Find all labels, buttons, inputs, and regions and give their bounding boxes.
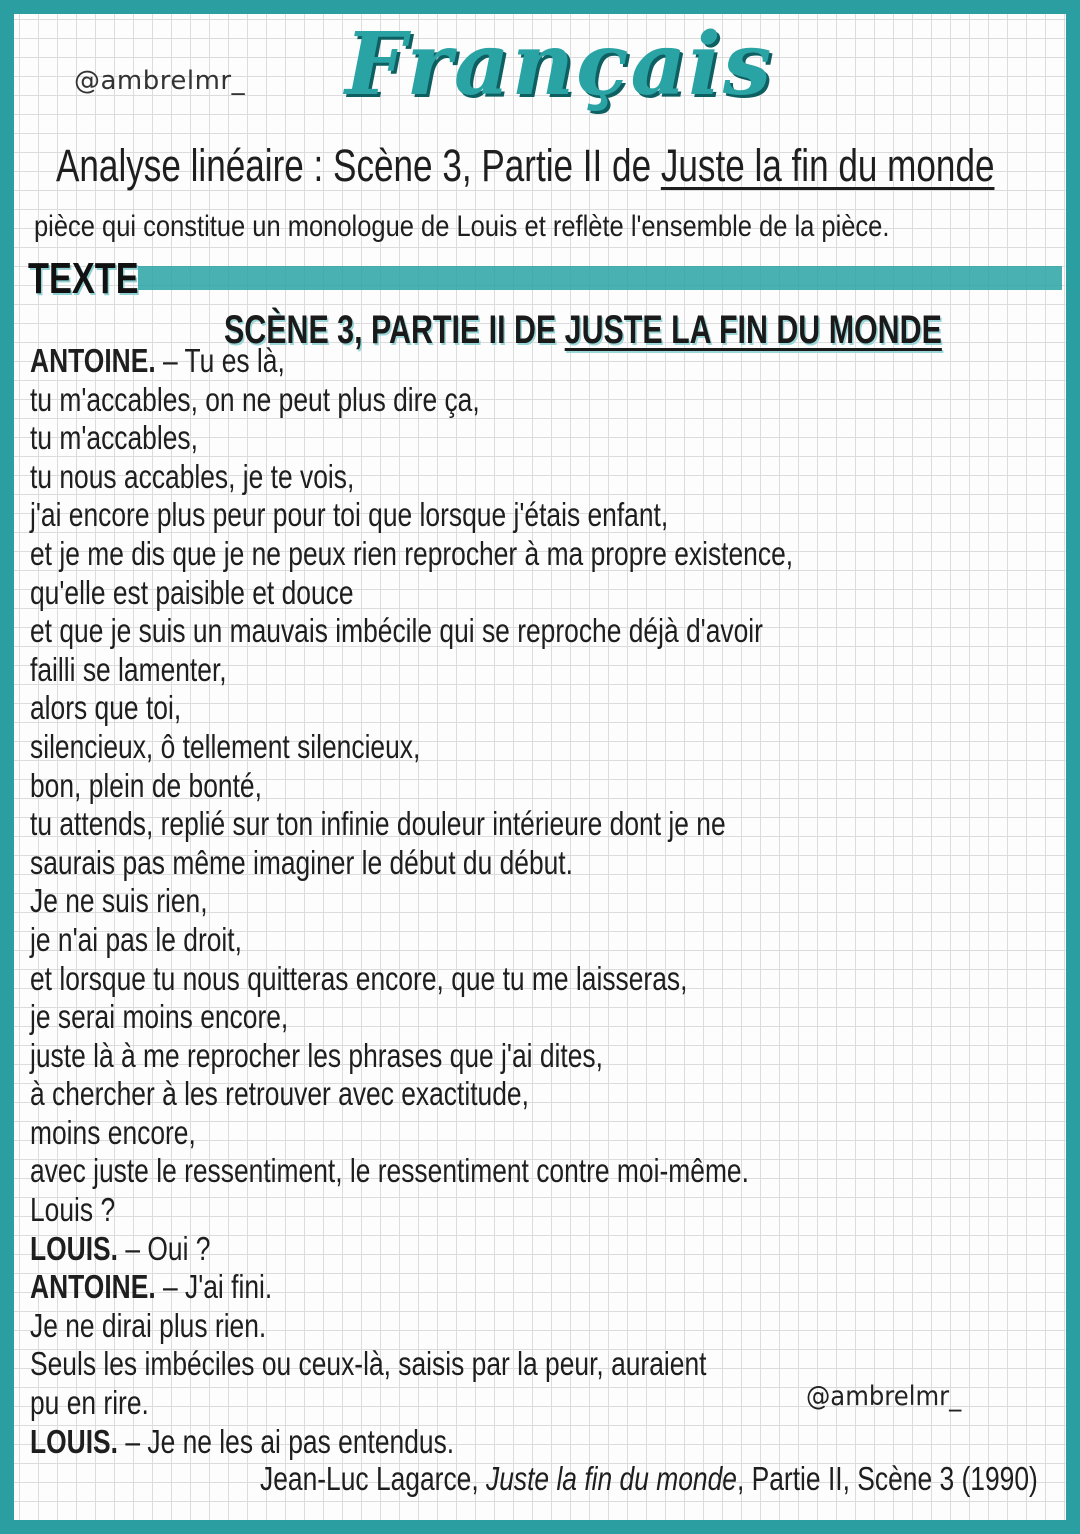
- section-divider-bar: [138, 266, 1062, 290]
- excerpt-line: [30, 882, 793, 921]
- speaker-name: LOUIS.: [30, 1422, 119, 1460]
- line-text: alors que toi,: [30, 689, 182, 727]
- excerpt-line: [30, 1230, 793, 1269]
- line-text: qu'elle est paisible et douce: [30, 573, 354, 611]
- excerpt-line: [30, 728, 793, 767]
- section-label: TEXTE: [28, 254, 139, 303]
- analysis-subtitle: [56, 138, 995, 194]
- excerpt-line: [30, 1268, 793, 1307]
- line-text: et je me dis que je ne peux rien reprocher à ma propre existence,: [30, 534, 794, 572]
- speaker-name: ANTOINE.: [30, 1268, 156, 1306]
- line-text: silencieux, ô tellement silencieux,: [30, 727, 421, 765]
- line-text: Je ne dirai plus rien.: [30, 1306, 267, 1344]
- citation-work: Juste la fin du monde: [486, 1460, 737, 1497]
- line-text: Je ne suis rien,: [30, 882, 208, 920]
- line-text: – J'ai fini.: [155, 1268, 273, 1306]
- scene-title-prefix: SCÈNE 3, PARTIE II DE: [224, 308, 565, 352]
- excerpt-line: [30, 1191, 793, 1230]
- excerpt-line: [30, 535, 793, 574]
- excerpt-line: [30, 689, 793, 728]
- line-text: tu m'accables,: [30, 419, 198, 457]
- excerpt-line: [30, 458, 793, 497]
- excerpt-line: [30, 496, 793, 535]
- line-text: et lorsque tu nous quitteras encore, que tu me laisseras,: [30, 959, 688, 997]
- play-excerpt: [30, 342, 984, 1461]
- line-text: – Oui ?: [118, 1229, 211, 1267]
- line-text: Seuls les imbéciles ou ceux-là, saisis par la peur, auraient: [30, 1345, 707, 1383]
- line-text: pu en rire.: [30, 1384, 149, 1422]
- page-title: Français: [345, 14, 774, 115]
- line-text: et que je suis un mauvais imbécile qui se reproche déjà d'avoir: [30, 612, 763, 650]
- excerpt-line: [30, 767, 793, 806]
- excerpt-line: [30, 1075, 793, 1114]
- author-handle-bottom: @ambrelmr_: [806, 1381, 962, 1412]
- excerpt-line: [30, 844, 793, 883]
- excerpt-line: [30, 998, 793, 1037]
- excerpt-line: [30, 651, 793, 690]
- line-text: juste là à me reprocher les phrases que j'ai dites,: [30, 1036, 603, 1074]
- excerpt-line: [30, 1114, 793, 1153]
- speaker-name: LOUIS.: [30, 1229, 119, 1267]
- intro-text: pièce qui constitue un monologue de Louis et reflète l'ensemble de la pièce.: [34, 210, 890, 243]
- subtitle-work-title: Juste la fin du monde: [660, 140, 995, 191]
- scene-title-work: JUSTE LA FIN DU MONDE: [564, 308, 942, 352]
- excerpt-line: [30, 574, 793, 613]
- line-text: avec juste le ressentiment, le ressentiment contre moi-même.: [30, 1152, 749, 1190]
- line-text: saurais pas même imaginer le début du début.: [30, 843, 573, 881]
- subtitle-prefix: Analyse linéaire : Scène 3, Partie II de: [56, 140, 661, 191]
- line-text: – Je ne les ai pas entendus.: [118, 1422, 455, 1460]
- source-citation: [260, 1460, 1038, 1498]
- line-text: failli se lamenter,: [30, 650, 227, 688]
- line-text: à chercher à les retrouver avec exactitude,: [30, 1075, 529, 1113]
- excerpt-line: [30, 960, 793, 999]
- line-text: tu nous accables, je te vois,: [30, 457, 355, 495]
- line-text: je n'ai pas le droit,: [30, 920, 242, 958]
- citation-author: Jean-Luc Lagarce,: [260, 1460, 487, 1497]
- line-text: – Tu es là,: [155, 342, 285, 379]
- excerpt-line: [30, 1037, 793, 1076]
- excerpt-line: [30, 921, 793, 960]
- excerpt-line: [30, 1423, 793, 1462]
- excerpt-line: [30, 805, 793, 844]
- line-text: tu attends, replié sur ton infinie douleur intérieure dont je ne: [30, 805, 726, 843]
- excerpt-line: [30, 612, 793, 651]
- line-text: tu m'accables, on ne peut plus dire ça,: [30, 380, 480, 418]
- line-text: je serai moins encore,: [30, 998, 289, 1036]
- citation-details: , Partie II, Scène 3 (1990): [736, 1460, 1038, 1497]
- line-text: j'ai encore plus peur pour toi que lorsque j'étais enfant,: [30, 496, 669, 534]
- excerpt-line: [30, 342, 793, 381]
- author-handle-top: @ambrelmr_: [74, 66, 246, 96]
- excerpt-line: [30, 419, 793, 458]
- speaker-name: ANTOINE.: [30, 342, 156, 379]
- excerpt-line: [30, 1384, 793, 1423]
- line-text: Louis ?: [30, 1191, 116, 1229]
- excerpt-line: [30, 1307, 793, 1346]
- excerpt-line: [30, 1152, 793, 1191]
- excerpt-line: [30, 1345, 793, 1384]
- line-text: bon, plein de bonté,: [30, 766, 262, 804]
- line-text: moins encore,: [30, 1113, 196, 1151]
- excerpt-line: [30, 381, 793, 420]
